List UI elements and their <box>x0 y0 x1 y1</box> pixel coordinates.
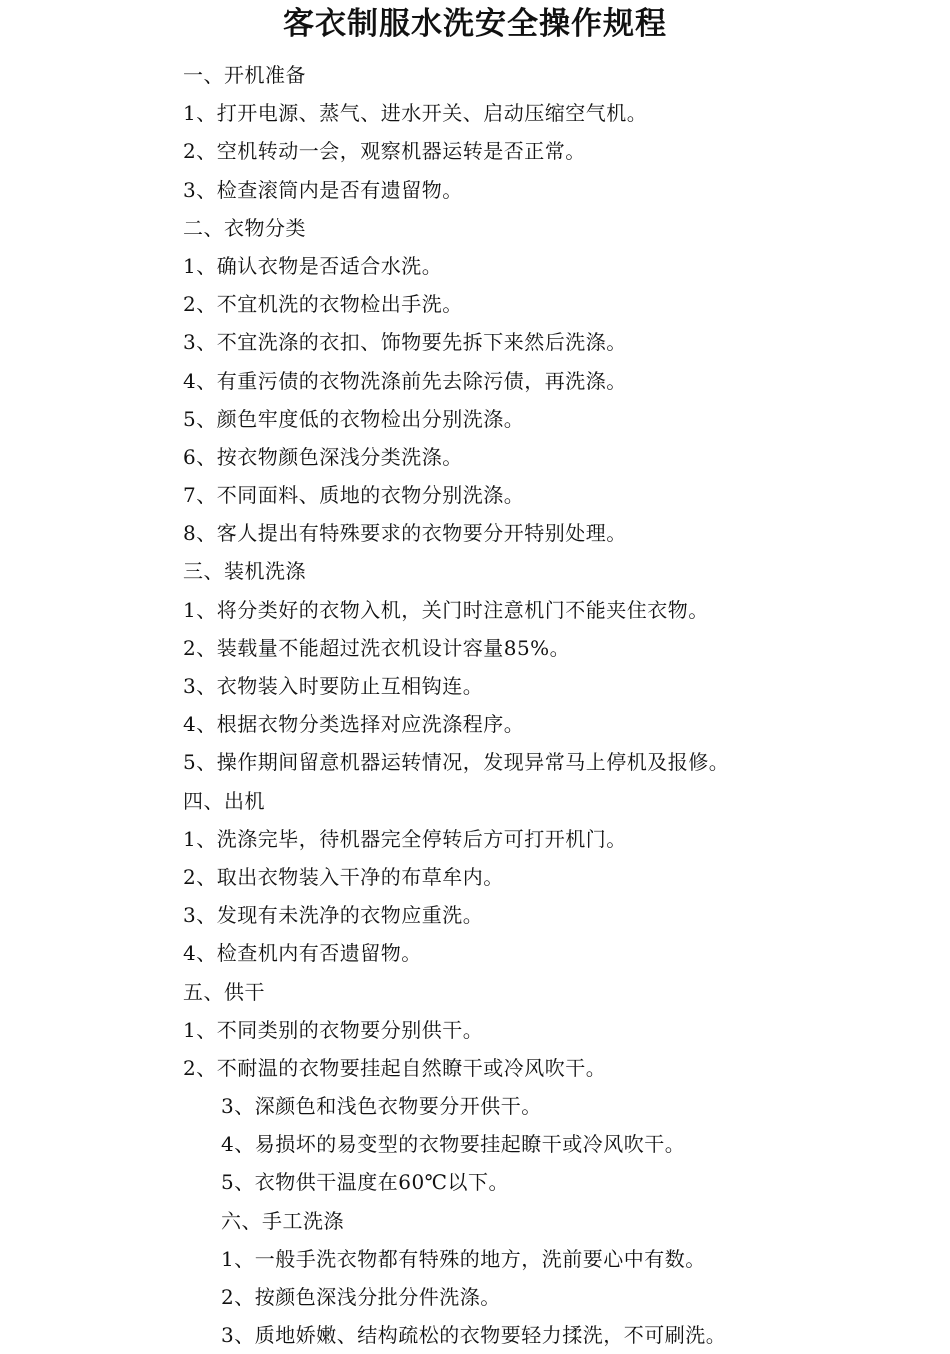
list-item: 2、不耐温的衣物要挂起自然瞭干或冷风吹干。 <box>183 1055 607 1080</box>
list-item: 4、检查机内有否遗留物。 <box>183 941 422 966</box>
list-item: 3、质地娇嫩、结构疏松的衣物要轻力揉洗，不可刷洗。 <box>221 1323 727 1348</box>
list-item: 3、深颜色和浅色衣物要分开供干。 <box>221 1094 542 1119</box>
section-heading: 四、出机 <box>183 788 265 813</box>
list-item: 4、易损坏的易变型的衣物要挂起瞭干或冷风吹干。 <box>221 1132 686 1157</box>
list-item: 4、有重污债的衣物洗涤前先去除污债，再洗涤。 <box>183 368 627 393</box>
list-item: 2、装载量不能超过洗衣机设计容量85%。 <box>183 635 571 660</box>
section-heading: 五、供干 <box>183 979 265 1004</box>
list-item: 1、洗涤完毕，待机器完全停转后方可打开机门。 <box>183 826 627 851</box>
list-item: 3、不宜洗涤的衣扣、饰物要先拆下来然后洗涤。 <box>183 330 627 355</box>
list-item: 1、打开电源、蒸气、进水开关、启动压缩空气机。 <box>183 101 648 126</box>
list-item: 3、衣物装入时要防止互相钩连。 <box>183 674 484 698</box>
list-item: 6、按衣物颜色深浅分类洗涤。 <box>183 444 463 469</box>
list-item: 8、客人提出有特殊要求的衣物要分开特别处理。 <box>183 521 627 546</box>
list-item: 2、不宜机洗的衣物检出手洗。 <box>183 292 463 317</box>
list-item: 3、检查滚筒内是否有遗留物。 <box>183 177 463 202</box>
list-item: 1、不同类别的衣物要分别供干。 <box>183 1017 484 1042</box>
section-heading: 六、手工洗涤 <box>221 1208 344 1233</box>
section-heading: 一、开机准备 <box>183 63 306 87</box>
section-heading: 三、装机洗涤 <box>183 559 306 584</box>
list-item: 1、确认衣物是否适合水洗。 <box>183 253 443 278</box>
list-item: 2、取出衣物装入干净的布草牟内。 <box>183 864 504 889</box>
list-item: 5、操作期间留意机器运转情况，发现异常马上停机及报修。 <box>183 750 730 775</box>
list-item: 4、根据衣物分类选择对应洗涤程序。 <box>183 712 525 737</box>
list-item: 2、按颜色深浅分批分件洗涤。 <box>221 1285 501 1309</box>
list-item: 5、颜色牢度低的衣物检出分别洗涤。 <box>183 406 525 431</box>
document-title: 客衣制服水洗安全操作规程 <box>283 6 667 42</box>
list-item: 7、不同面料、质地的衣物分别洗涤。 <box>183 483 525 508</box>
list-item: 1、一般手洗衣物都有特殊的地方，洗前要心中有数。 <box>221 1246 706 1271</box>
document-body <box>0 56 950 1354</box>
list-item: 5、衣物供干温度在60℃以下。 <box>221 1170 510 1195</box>
list-item: 1、将分类好的衣物入机，关门时注意机门不能夹住衣物。 <box>183 597 709 622</box>
list-item: 2、空机转动一会，观察机器运转是否正常。 <box>183 139 586 164</box>
section-heading: 二、衣物分类 <box>183 215 306 240</box>
list-item: 3、发现有未洗净的衣物应重洗。 <box>183 903 484 928</box>
